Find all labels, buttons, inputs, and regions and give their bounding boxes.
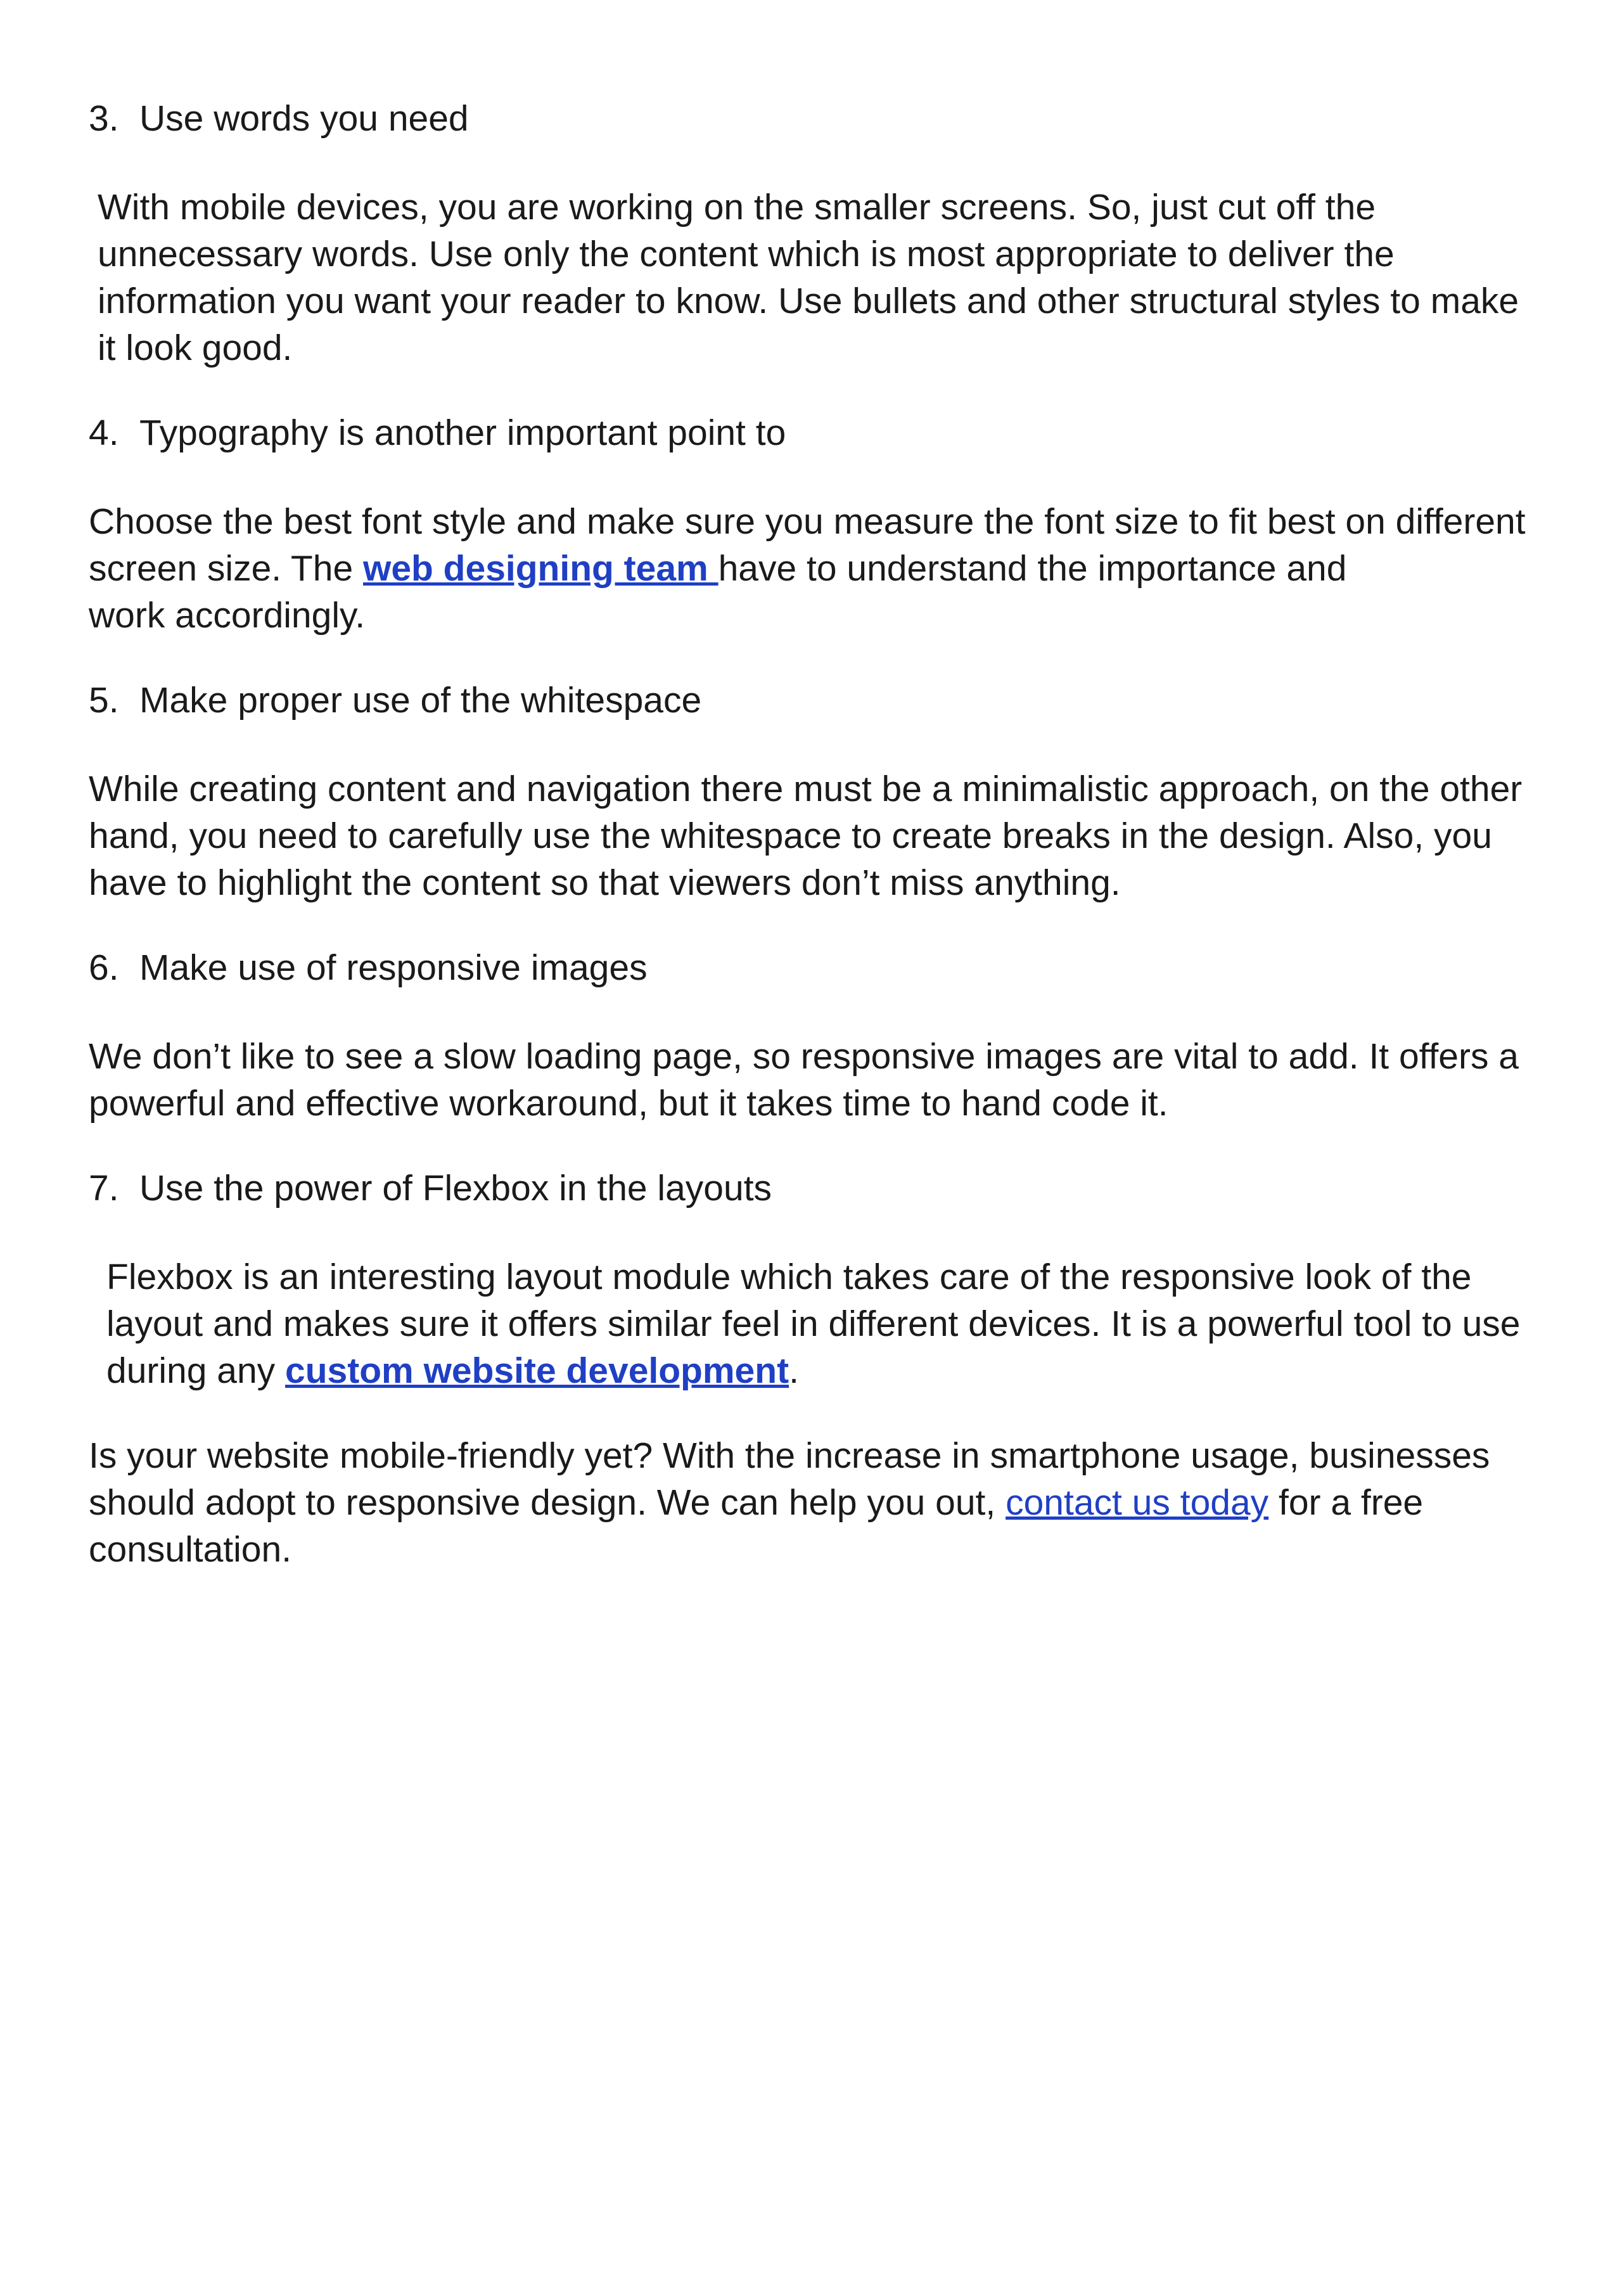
section-body-5: While creating content and navigation there must be a minimalistic approach, on the other hand, you need to carefully use the whitespace to create breaks in the design. Also, you have to highlight the content so that viewers don’t miss anything. — [89, 769, 1523, 903]
section-body-4 — [89, 498, 1546, 639]
section-number: 6. — [89, 947, 119, 988]
section-number: 3. — [89, 98, 119, 139]
section-title: Typography is another important point to — [139, 413, 786, 453]
section-title: Make proper use of the whitespace — [139, 680, 702, 721]
section-heading-7 — [89, 1165, 1546, 1212]
section-heading-3 — [89, 95, 1546, 142]
body-text: work accordingly. — [89, 595, 366, 636]
body-text: Is your website mobile-friendly yet? With the increase in smartphone usage, businesses should adopt to responsive design. We can help you out, — [89, 1435, 1490, 1523]
body-text: . — [789, 1350, 799, 1391]
section-title: Make use of responsive images — [139, 947, 648, 988]
body-text: for a free consultation. — [89, 1482, 1424, 1570]
section-heading-4 — [89, 409, 1546, 456]
body-text: have to understand the importance and — [718, 548, 1347, 589]
section-title: Use the power of Flexbox in the layouts — [139, 1168, 772, 1209]
section-body-3: With mobile devices, you are working on the smaller screens. So, just cut off the unnecessary words. Use only the content which is most appropriate to deliver the information you want your reader to know. Use bullets and other structural styles to make it look good. — [98, 187, 1519, 368]
section-number: 7. — [89, 1168, 119, 1209]
section-heading-6 — [89, 944, 1546, 991]
section-body-7 — [89, 1254, 1546, 1394]
body-text: Flexbox is an interesting layout module which takes care of the responsive look of the layout and makes sure it offers similar feel in different devices. It is a powerful tool to use during any — [106, 1257, 1521, 1391]
contact-us-link[interactable]: contact us today — [1006, 1482, 1269, 1523]
section-heading-5 — [89, 677, 1546, 724]
section-title: Use words you need — [139, 98, 469, 139]
web-designing-team-link[interactable]: web designing team — [362, 548, 718, 589]
section-number: 5. — [89, 680, 119, 721]
custom-website-development-link[interactable]: custom website development — [285, 1350, 789, 1391]
closing-paragraph — [89, 1432, 1546, 1573]
document-page — [89, 95, 1546, 1573]
body-text: Choose the best font style and make sure you measure the font size to fit best on different screen size. The — [89, 501, 1526, 589]
section-body-6: We don’t like to see a slow loading page, so responsive images are vital to add. It offers a powerful and effective workaround, but it takes time to hand code it. — [89, 1036, 1519, 1124]
section-number: 4. — [89, 413, 119, 453]
